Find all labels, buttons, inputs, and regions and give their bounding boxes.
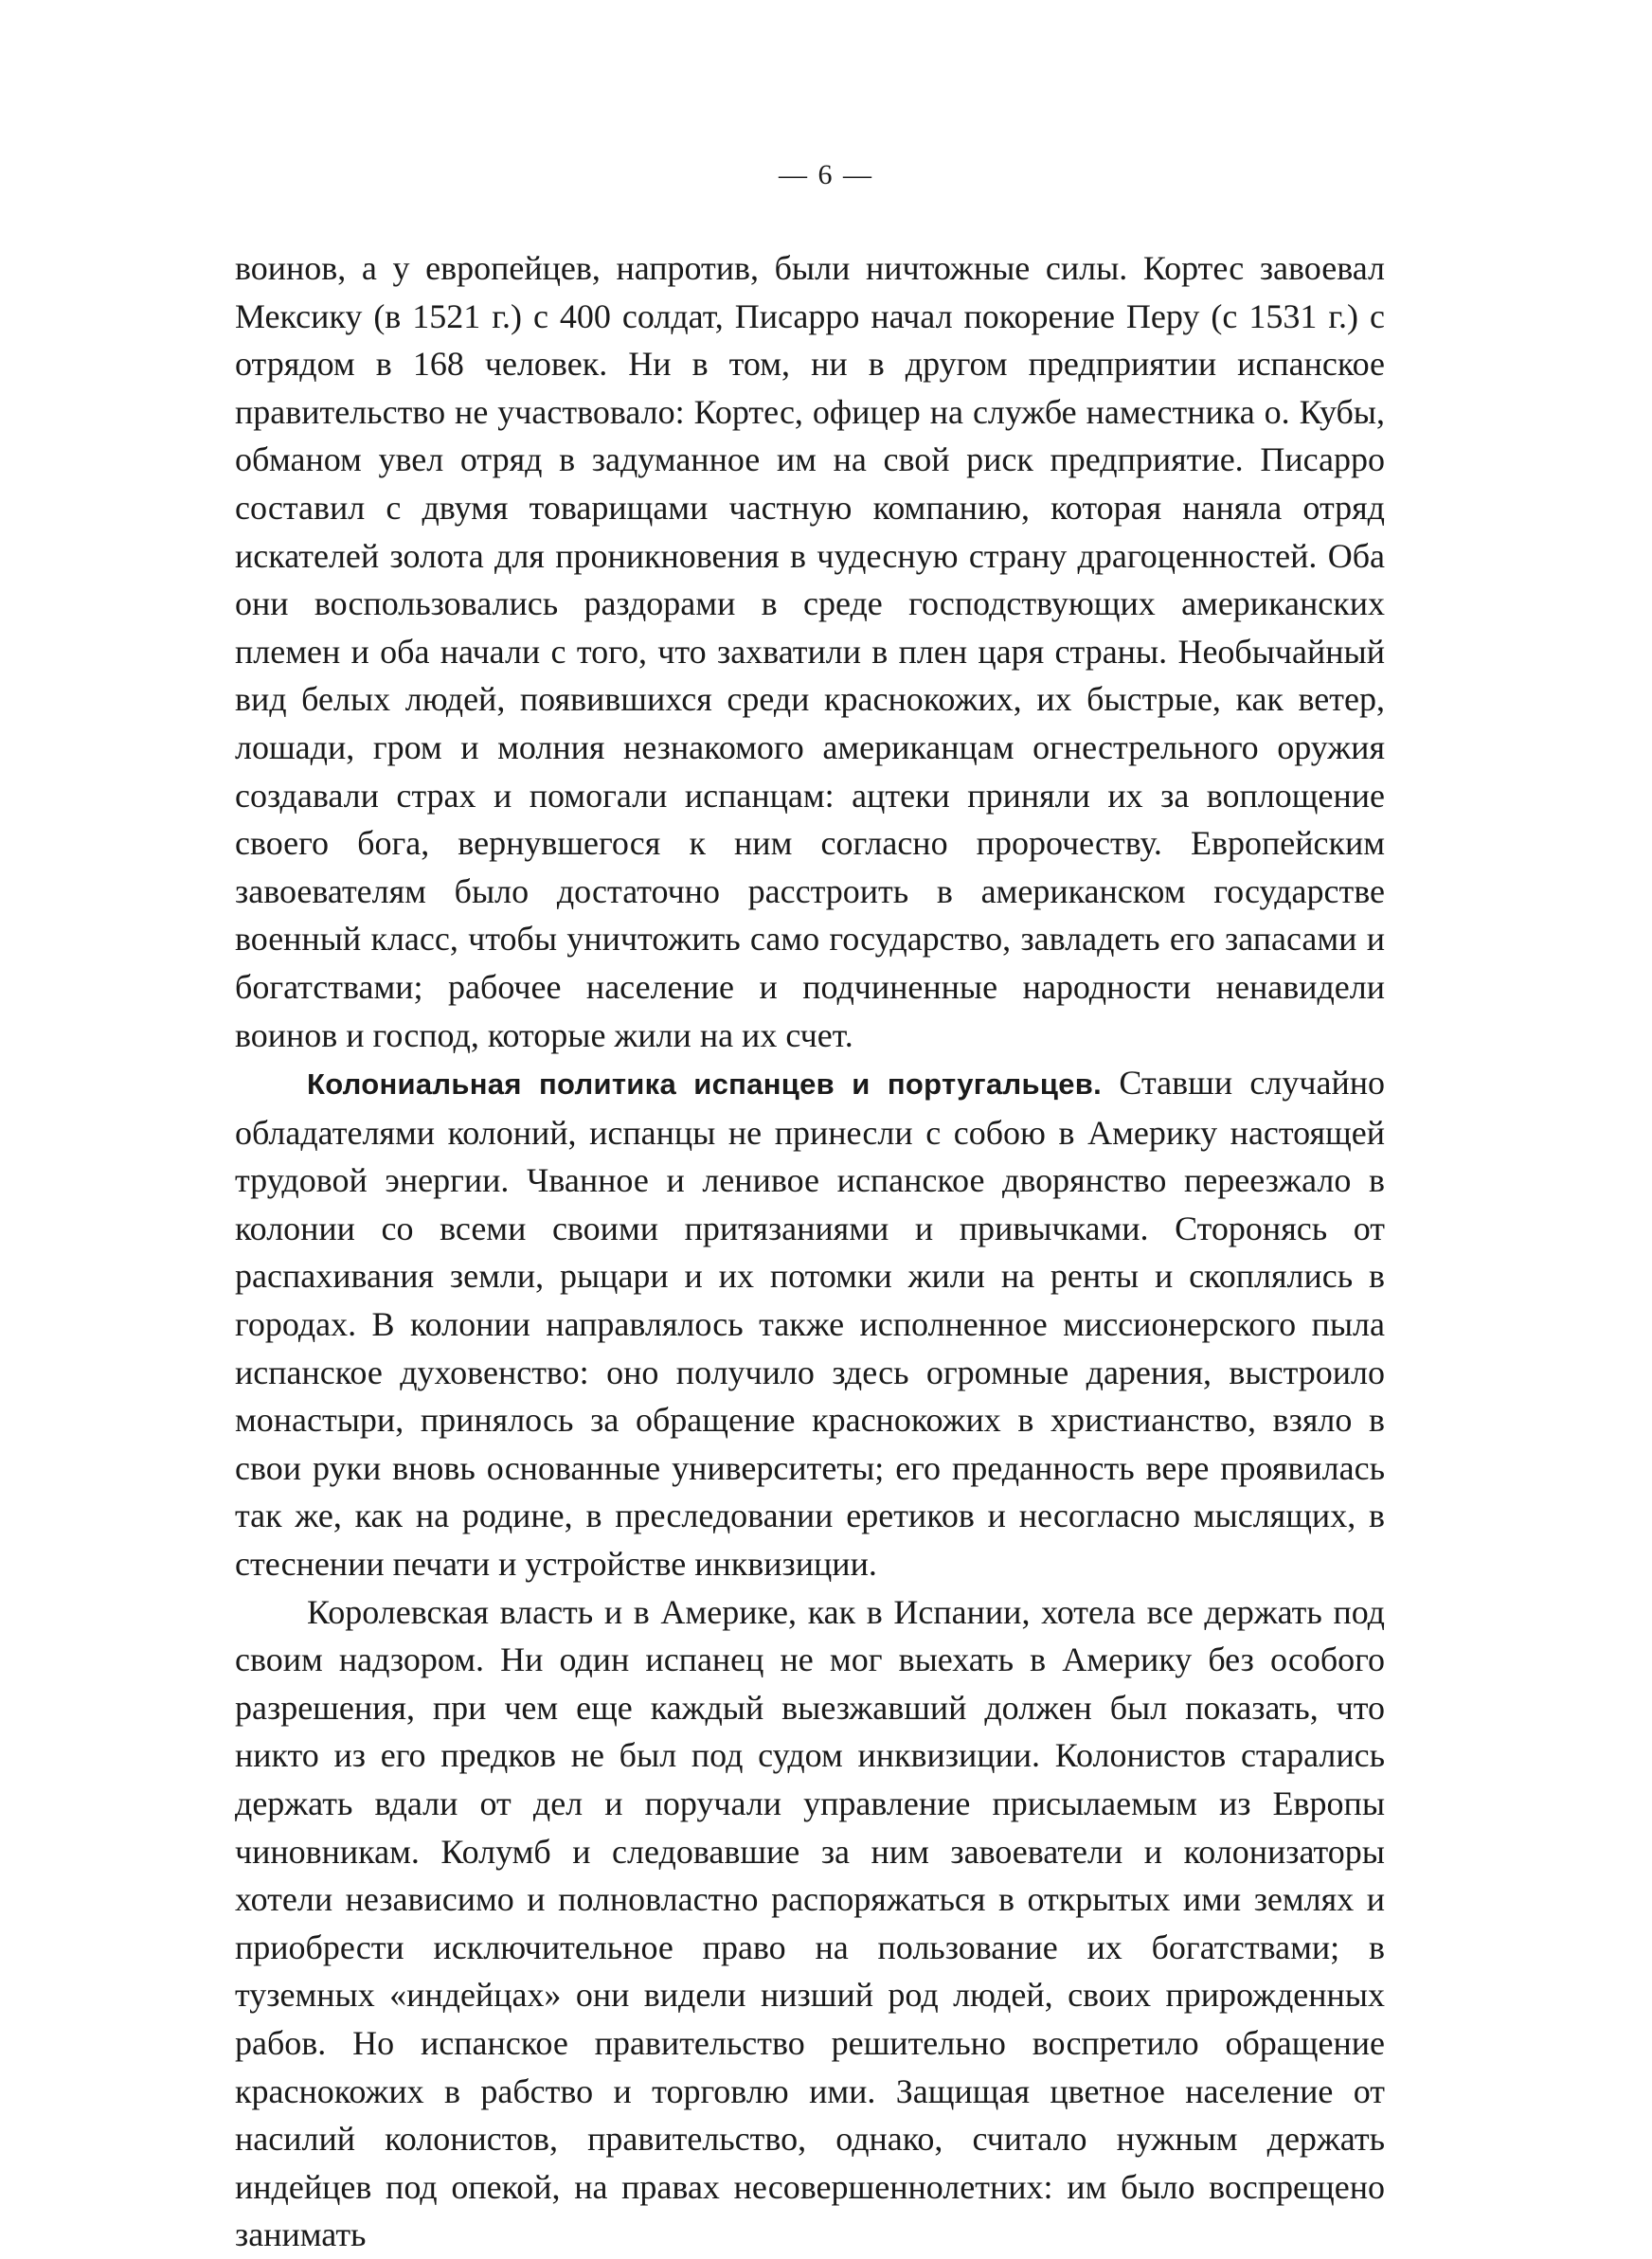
- paragraph-1: воинов, а у европейцев, напротив, были ничтожные силы. Кортес завоевал Мексику (в 1521 г.) с 400 солдат, Писарро начал покорение Перу (с 1531 г.) с отрядом в 168 человек. Ни в том, ни в другом предприятии испанское правительство не участвовало: Кортес, офицер на службе наместника о. Кубы, обманом увел отряд в задуманное им на свой риск предприятие. Писарро составил с двумя товарищами частную компанию, которая наняла отряд искателей золота для проникновения в чудесную страну драгоценностей. Оба они воспользовались раздорами в среде господствующих американских племен и оба начали с того, что захватили в плен царя страны. Необычайный вид белых людей, появившихся среди краснокожих, их быстрые, как ветер, лошади, гром и молния незнакомого американцам огнестрельного оружия создавали страх и помогали испанцам: ацтеки приняли их за воплощение своего бога, вернувшегося к ним согласно пророчеству. Европейским завоевателям было достаточно расстроить в американском государстве военный класс, чтобы уничтожить само государство, завладеть его запасами и богатствами; рабочее население и подчиненные народности ненавидели воинов и господ, которые жили на их счет.: [235, 249, 1385, 1054]
- section-heading: Колониальная политика испанцев и португальцев.: [307, 1067, 1103, 1102]
- body-text: [235, 244, 1385, 2259]
- paragraph-2: [235, 1059, 1385, 1588]
- paragraph-3: Королевская власть и в Америке, как в Испании, хотела все держать под своим надзором. Ни один испанец не мог выехать в Америку без особого разрешения, при чем еще каждый выезжавший должен был показать, что никто из его предков не был под судом инквизиции. Колонистов старались держать вдали от дел и поручали управление присылаемым из Европы чиновникам. Колумб и следовавшие за ним завоеватели и колонизаторы хотели независимо и полновластно распоряжаться в открытых ими землях и приобрести исключительное право на пользование их богатствами; в туземных «индейцах» они видели низший род людей, своих прирожденных рабов. Но испанское правительство решительно воспретило обращение краснокожих в рабство и торговлю ими. Защищая цветное население от насилий колонистов, правительство, однако, считало нужным держать индейцев под опекой, на правах несовершеннолетних: им было воспрещено занимать: [235, 1592, 1385, 2254]
- paragraph-2-text: Ставши случайно обладателями колоний, испанцы не принесли с собою в Америку настоящей трудовой энергии. Чванное и ленивое испанское дворянство переезжало в колонии со всеми своими притязаниями и привычками. Сторонясь от распахивания земли, рыцари и их потомки жили на ренты и скоплялись в городах. В колонии направлялось также исполненное миссионерского пыла испанское духовенство: оно получило здесь огромные дарения, выстроило монастыри, принялось за обращение краснокожих в христианство, взяло в свои руки вновь основанные университеты; его преданность вере проявилась так же, как на родине, в преследовании еретиков и несогласно мыслящих, в стеснении печати и устройстве инквизиции.: [235, 1064, 1385, 1584]
- page-number: — 6 —: [779, 159, 873, 190]
